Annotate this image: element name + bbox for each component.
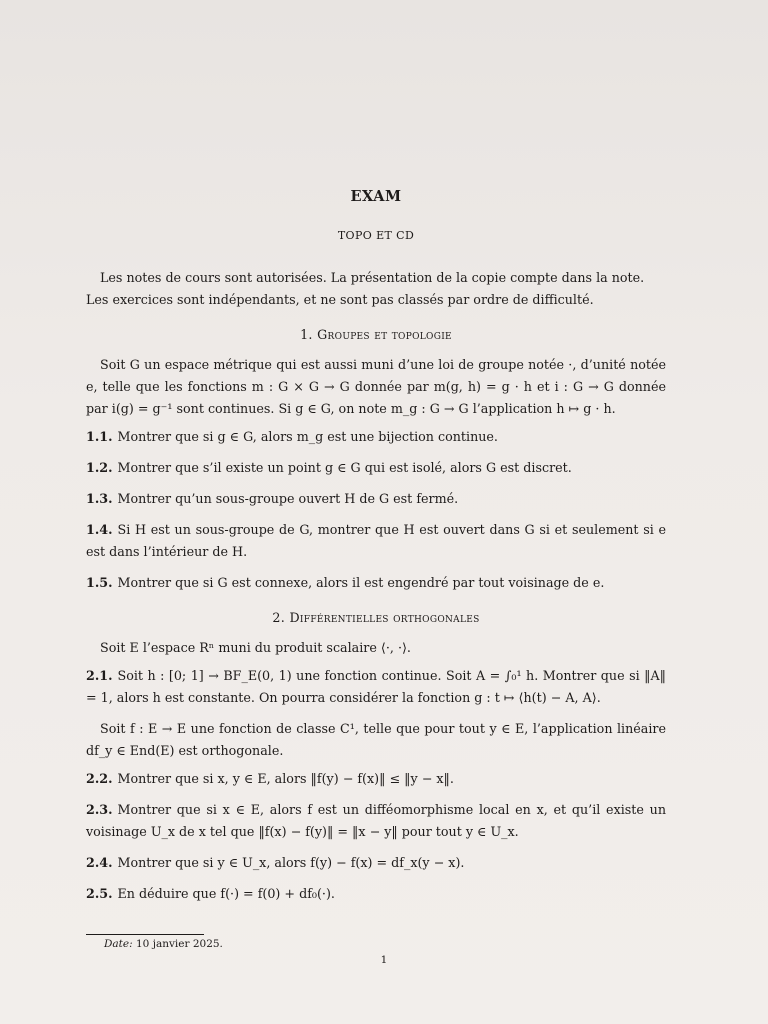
- section-1-heading: [86, 324, 666, 346]
- section-1-preamble: Soit G un espace métrique qui est aussi muni d’une loi de groupe notée ·, d’unité notée e, telle que les fonctions m : G × G → G donnée par m(g, h) = g · h et i : G → G donnée par i(g) = g⁻¹ sont continues. Si g ∈ G, on note m_g : G → G l’application h ↦ g · h.: [86, 357, 666, 416]
- question-number: 1.1.: [86, 429, 113, 444]
- intro-paragraph: [86, 267, 666, 311]
- question-1-3: [86, 488, 666, 510]
- section-1-title: Groupes et topologie: [317, 327, 452, 342]
- section-1-number: 1.: [300, 327, 313, 342]
- question-number: 2.4.: [86, 855, 113, 870]
- question-text: Montrer que si x, y ∈ E, alors ‖f(y) − f(x)‖ ≤ ‖y − x‖.: [117, 771, 454, 786]
- section-2-hypothesis: Soit f : E → E une fonction de classe C¹, telle que pour tout y ∈ E, l’application linéaire df_y ∈ End(E) est orthogonale.: [86, 721, 666, 758]
- question-number: 1.5.: [86, 575, 113, 590]
- question-2-5: [86, 883, 666, 905]
- footnote: [104, 937, 223, 951]
- question-2-1: [86, 665, 666, 709]
- question-number: 2.3.: [86, 802, 113, 817]
- question-1-1: [86, 426, 666, 448]
- question-number: 1.3.: [86, 491, 113, 506]
- section-2-title: Différentielles orthogonales: [289, 610, 480, 625]
- question-text: Soit h : [0; 1] → BF_E(0, 1) une fonction continue. Soit A = ∫₀¹ h. Montrer que si ‖A‖ = 1, alors h est constante. On pourra considérer la fonction g : t ↦ ⟨h(t) − A, A⟩.: [86, 668, 666, 705]
- question-number: 2.2.: [86, 771, 113, 786]
- footnote-label: Date:: [104, 938, 133, 950]
- question-text: Montrer qu’un sous-groupe ouvert H de G est fermé.: [117, 491, 459, 506]
- footnote-divider: [86, 934, 204, 935]
- section-2-preamble: Soit E l’espace Rⁿ muni du produit scalaire ⟨·, ·⟩.: [100, 640, 411, 655]
- intro-line-2: Les exercices sont indépendants, et ne sont pas classés par ordre de difficulté.: [86, 292, 594, 307]
- question-text: Si H est un sous-groupe de G, montrer que H est ouvert dans G si et seulement si e est dans l’intérieur de H.: [86, 522, 666, 559]
- page-number: 1: [380, 954, 388, 966]
- question-1-2: [86, 457, 666, 479]
- intro-line-1: Les notes de cours sont autorisées. La présentation de la copie compte dans la note.: [100, 270, 645, 285]
- question-2-3: [86, 799, 666, 843]
- page-content: [86, 186, 666, 914]
- question-text: Montrer que si G est connexe, alors il est engendré par tout voisinage de e.: [117, 575, 605, 590]
- question-2-2: [86, 768, 666, 790]
- question-text: Montrer que si g ∈ G, alors m_g est une bijection continue.: [117, 429, 498, 444]
- question-number: 1.4.: [86, 522, 113, 537]
- question-number: 2.5.: [86, 886, 113, 901]
- question-2-4: [86, 852, 666, 874]
- question-text: En déduire que f(·) = f(0) + df₀(·).: [117, 886, 335, 901]
- section-2-heading: [86, 607, 666, 629]
- question-1-5: [86, 572, 666, 594]
- question-text: Montrer que si y ∈ U_x, alors f(y) − f(x) = df_x(y − x).: [117, 855, 465, 870]
- page-subtitle: TOPO ET CD: [337, 229, 415, 242]
- question-number: 2.1.: [86, 668, 113, 683]
- section-2-number: 2.: [272, 610, 286, 625]
- question-text: Montrer que si x ∈ E, alors f est un difféomorphisme local en x, et qu’il existe un voisinage U_x de x tel que ‖f(x) − f(y)‖ = ‖x − y‖ pour tout y ∈ U_x.: [86, 802, 666, 839]
- footnote-date: 10 janvier 2025.: [136, 938, 223, 950]
- question-number: 1.2.: [86, 460, 113, 475]
- question-text: Montrer que s’il existe un point g ∈ G qui est isolé, alors G est discret.: [117, 460, 572, 475]
- page-title: EXAM: [350, 188, 402, 205]
- question-1-4: [86, 519, 666, 563]
